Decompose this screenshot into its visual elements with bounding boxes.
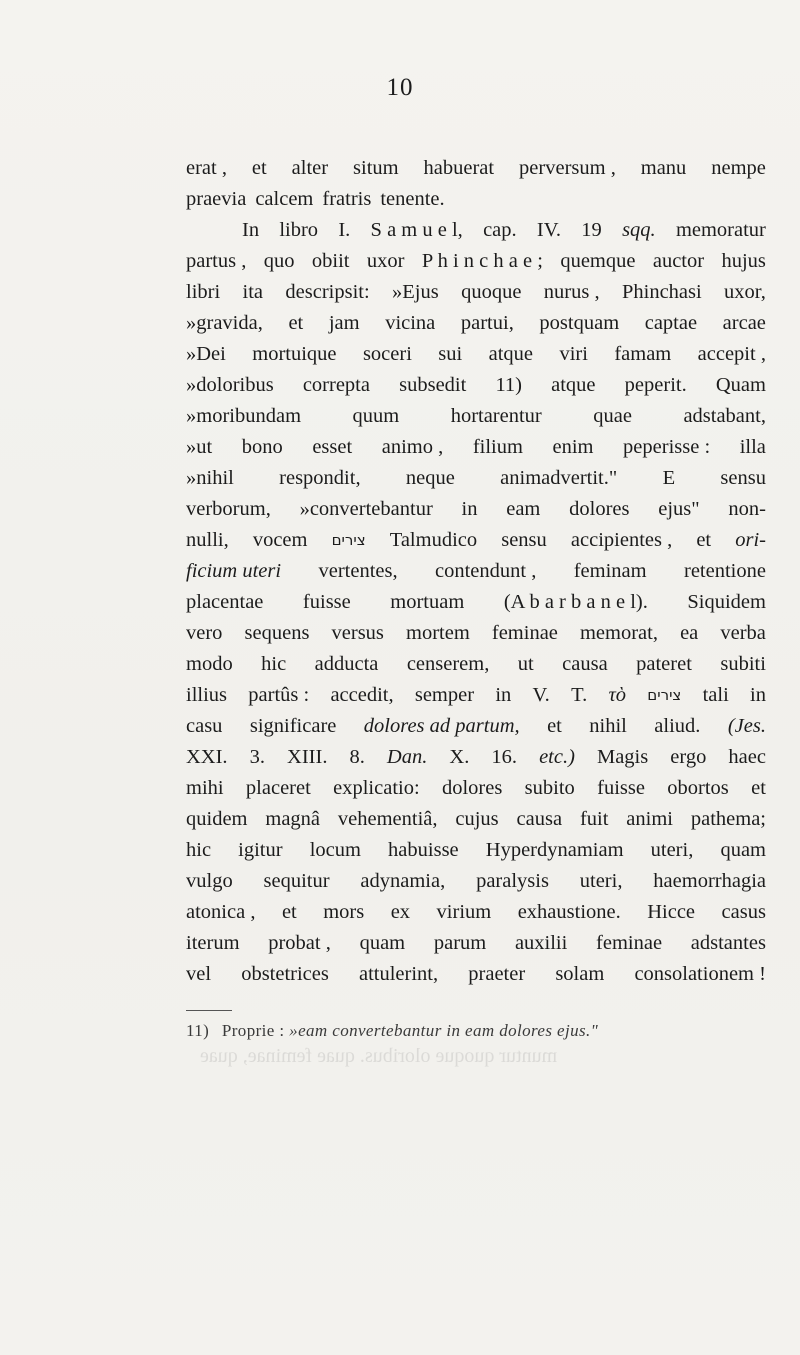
word: sequens bbox=[244, 622, 310, 644]
word: praeter bbox=[468, 963, 526, 985]
word: peperisse : bbox=[623, 436, 711, 458]
word: animi bbox=[626, 808, 673, 830]
word: igitur bbox=[238, 839, 283, 861]
word: obiit bbox=[311, 250, 350, 272]
word: 19 bbox=[581, 219, 602, 241]
word: haemorrhagia bbox=[653, 870, 766, 892]
footnote-lead: Proprie : bbox=[221, 1021, 285, 1040]
word: T. bbox=[571, 684, 588, 706]
word: partûs : bbox=[248, 684, 310, 706]
word: S a m u e l, bbox=[370, 219, 463, 241]
word: habuerat bbox=[423, 157, 495, 179]
word: 8. bbox=[349, 746, 365, 768]
body-text bbox=[186, 153, 766, 990]
text-line bbox=[186, 277, 766, 308]
text-line bbox=[186, 804, 766, 835]
word: XIII. bbox=[287, 746, 328, 768]
page-number: 10 bbox=[386, 74, 414, 101]
word: libro bbox=[279, 219, 319, 241]
word: locum bbox=[309, 839, 361, 861]
word: fratris bbox=[322, 188, 372, 210]
word: 16. bbox=[491, 746, 518, 768]
word: et bbox=[751, 777, 766, 799]
word: atque bbox=[488, 343, 534, 365]
word: I. bbox=[338, 219, 351, 241]
word: et bbox=[696, 529, 712, 551]
word: Talmudico bbox=[389, 529, 478, 551]
word: placentae bbox=[186, 591, 264, 613]
word: tenente. bbox=[380, 188, 445, 210]
word: vero bbox=[186, 622, 223, 644]
word: hic bbox=[261, 653, 287, 675]
word: quum bbox=[352, 405, 400, 427]
word: (Jes. bbox=[727, 715, 766, 737]
word: illa bbox=[739, 436, 766, 458]
word: habuisse bbox=[388, 839, 459, 861]
word: quidem bbox=[186, 808, 248, 830]
word: vertentes, bbox=[318, 560, 398, 582]
word: in bbox=[495, 684, 512, 706]
word: partui, bbox=[460, 312, 514, 334]
word: pathema; bbox=[690, 808, 766, 830]
word: accepit , bbox=[697, 343, 766, 365]
word: subsedit bbox=[399, 374, 467, 396]
word: uteri, bbox=[579, 870, 623, 892]
word: quoque bbox=[461, 281, 522, 303]
word: arcae bbox=[722, 312, 766, 334]
word: postquam bbox=[539, 312, 620, 334]
footnote-rule bbox=[186, 1010, 232, 1011]
word: auxilii bbox=[514, 932, 568, 954]
word: uteri, bbox=[650, 839, 694, 861]
word: in bbox=[461, 498, 478, 520]
word: esset bbox=[312, 436, 353, 458]
word: haec bbox=[728, 746, 766, 768]
word: calcem bbox=[255, 188, 314, 210]
text-line bbox=[186, 153, 766, 184]
word: atonica , bbox=[186, 901, 256, 923]
text-line bbox=[186, 525, 766, 556]
word: nulli, bbox=[186, 529, 229, 551]
word: neque bbox=[405, 467, 455, 489]
word: peperit. bbox=[624, 374, 687, 396]
word: iterum bbox=[186, 932, 240, 954]
word: casus bbox=[721, 901, 766, 923]
text-line bbox=[186, 215, 766, 246]
word: subiti bbox=[720, 653, 766, 675]
word: aliud. bbox=[654, 715, 701, 737]
word: feminam bbox=[573, 560, 647, 582]
word: accipientes , bbox=[570, 529, 673, 551]
show-through-text: muntur quoque oloribus. quae feminae, quae bbox=[200, 1045, 558, 1067]
word: vehementiâ, bbox=[337, 808, 438, 830]
word: adducta bbox=[314, 653, 379, 675]
word: ut bbox=[517, 653, 534, 675]
word: 11) bbox=[495, 374, 523, 396]
word: vocem bbox=[252, 529, 308, 551]
word: Hicce bbox=[647, 901, 696, 923]
word: perversum , bbox=[519, 157, 616, 179]
word: alter bbox=[291, 157, 329, 179]
word: IV. bbox=[536, 219, 562, 241]
word: nurus , bbox=[543, 281, 600, 303]
footnote-quote: »eam convertebantur in eam dolores ejus." bbox=[289, 1021, 599, 1040]
word: V. bbox=[532, 684, 550, 706]
word: sequitur bbox=[263, 870, 330, 892]
word: »convertebantur bbox=[299, 498, 433, 520]
word: uxor bbox=[366, 250, 405, 272]
word: vicina bbox=[385, 312, 436, 334]
word: mortuique bbox=[252, 343, 337, 365]
word: »moribundam bbox=[186, 405, 302, 427]
word: quam bbox=[720, 839, 766, 861]
word: fuisse bbox=[597, 777, 645, 799]
word: famam bbox=[614, 343, 672, 365]
word: situm bbox=[353, 157, 399, 179]
word: 3. bbox=[249, 746, 265, 768]
word: Hyperdynamiam bbox=[485, 839, 624, 861]
word: »Ejus bbox=[392, 281, 439, 303]
text-line bbox=[186, 835, 766, 866]
word: dolores ad partum, bbox=[363, 715, 520, 737]
word: modo bbox=[186, 653, 233, 675]
word: memoratur bbox=[675, 219, 766, 241]
text-line bbox=[186, 959, 766, 990]
word: vulgo bbox=[186, 870, 233, 892]
word: dolores bbox=[441, 777, 503, 799]
text-line bbox=[186, 680, 766, 711]
word: respondit, bbox=[279, 467, 361, 489]
word: nihil bbox=[589, 715, 627, 737]
footnote-number: 11) bbox=[186, 1021, 210, 1040]
text-line bbox=[186, 494, 766, 525]
text-line bbox=[186, 773, 766, 804]
text-line bbox=[186, 370, 766, 401]
text-line bbox=[186, 401, 766, 432]
word: soceri bbox=[362, 343, 412, 365]
word: cap. bbox=[483, 219, 517, 241]
word: hujus bbox=[721, 250, 766, 272]
greek-word: τὸ bbox=[608, 684, 627, 706]
word: praevia bbox=[186, 188, 247, 210]
word: sui bbox=[438, 343, 463, 365]
word: et bbox=[281, 901, 297, 923]
word: animadvertit." bbox=[500, 467, 618, 489]
word: et bbox=[251, 157, 267, 179]
word: sensu bbox=[720, 467, 766, 489]
text-line bbox=[186, 339, 766, 370]
word: fuisse bbox=[302, 591, 351, 613]
word: accedit, bbox=[330, 684, 394, 706]
word: retentione bbox=[684, 560, 766, 582]
word: quae bbox=[593, 405, 632, 427]
word: feminae bbox=[491, 622, 558, 644]
word: hic bbox=[186, 839, 212, 861]
word: adynamia, bbox=[360, 870, 446, 892]
word: et bbox=[547, 715, 562, 737]
word: ex bbox=[390, 901, 411, 923]
word: enim bbox=[552, 436, 594, 458]
word: bono bbox=[241, 436, 283, 458]
word: descripsit: bbox=[285, 281, 370, 303]
word: semper bbox=[414, 684, 475, 706]
word: causa bbox=[516, 808, 563, 830]
text-line bbox=[186, 711, 766, 742]
word: adstantes bbox=[690, 932, 766, 954]
word: quo bbox=[263, 250, 295, 272]
text-line bbox=[186, 649, 766, 680]
word: E bbox=[662, 467, 676, 489]
word: verborum, bbox=[186, 498, 271, 520]
hebrew-word: צירים bbox=[331, 531, 366, 549]
word: causa bbox=[562, 653, 608, 675]
word: quemque bbox=[560, 250, 636, 272]
word: mortem bbox=[406, 622, 470, 644]
word: correpta bbox=[302, 374, 370, 396]
word: XXI. bbox=[186, 746, 228, 768]
word: tali bbox=[702, 684, 729, 706]
word: quam bbox=[359, 932, 406, 954]
word: ejus" bbox=[658, 498, 700, 520]
word: solam bbox=[555, 963, 605, 985]
text-line bbox=[186, 742, 766, 773]
word: consolationem ! bbox=[634, 963, 766, 985]
word: Dan. bbox=[386, 746, 428, 768]
word: erat , bbox=[186, 157, 227, 179]
word: obstetrices bbox=[241, 963, 329, 985]
word: ori- bbox=[735, 529, 766, 551]
word: placeret bbox=[245, 777, 311, 799]
word: P h i n c h a e ; bbox=[421, 250, 543, 272]
word: adstabant, bbox=[683, 405, 766, 427]
word: contendunt , bbox=[435, 560, 537, 582]
text-line bbox=[186, 866, 766, 897]
word: illius bbox=[186, 684, 228, 706]
word: censerem, bbox=[406, 653, 490, 675]
word: libri bbox=[186, 281, 221, 303]
word: et bbox=[288, 312, 304, 334]
word: atque bbox=[551, 374, 596, 396]
word: exhaustione. bbox=[517, 901, 621, 923]
word: (A b a r b a n e l). bbox=[503, 591, 648, 613]
text-line bbox=[186, 897, 766, 928]
word: dolores bbox=[569, 498, 630, 520]
word: filium bbox=[472, 436, 523, 458]
word: hortarentur bbox=[450, 405, 542, 427]
text-line bbox=[186, 246, 766, 277]
word: viri bbox=[559, 343, 588, 365]
word: feminae bbox=[596, 932, 663, 954]
word: Magis bbox=[596, 746, 649, 768]
text-line bbox=[186, 463, 766, 494]
footnote bbox=[186, 1019, 766, 1043]
word: ita bbox=[242, 281, 264, 303]
word: Phinchasi bbox=[621, 281, 702, 303]
word: Siquidem bbox=[687, 591, 766, 613]
word: »gravida, bbox=[186, 312, 263, 334]
word: paralysis bbox=[476, 870, 549, 892]
word: ficium uteri bbox=[186, 560, 282, 582]
word: significare bbox=[249, 715, 337, 737]
word: »ut bbox=[186, 436, 213, 458]
word: casu bbox=[186, 715, 223, 737]
word: X. bbox=[449, 746, 470, 768]
word: Quam bbox=[715, 374, 766, 396]
word: mihi bbox=[186, 777, 224, 799]
text-line bbox=[186, 587, 766, 618]
word: captae bbox=[644, 312, 698, 334]
word: In bbox=[242, 219, 260, 241]
word: mors bbox=[323, 901, 365, 923]
text-line bbox=[186, 308, 766, 339]
word: fuit bbox=[579, 808, 609, 830]
word: auctor bbox=[652, 250, 705, 272]
word: mortuam bbox=[390, 591, 465, 613]
word: sensu bbox=[501, 529, 547, 551]
word: vel bbox=[186, 963, 212, 985]
text-line bbox=[186, 618, 766, 649]
word: in bbox=[750, 684, 766, 706]
word: sqq. bbox=[622, 219, 656, 241]
word: non- bbox=[728, 498, 766, 520]
word: explicatio: bbox=[333, 777, 420, 799]
word: »doloribus bbox=[186, 374, 274, 396]
word: ergo bbox=[670, 746, 707, 768]
word: »nihil bbox=[186, 467, 234, 489]
text-line bbox=[186, 184, 766, 215]
word: pateret bbox=[636, 653, 692, 675]
word: probat , bbox=[268, 932, 331, 954]
word: jam bbox=[328, 312, 360, 334]
word: eam bbox=[506, 498, 541, 520]
word: uxor, bbox=[724, 281, 766, 303]
word: manu bbox=[640, 157, 687, 179]
text-line bbox=[186, 432, 766, 463]
word: ea bbox=[680, 622, 699, 644]
word: partus , bbox=[186, 250, 247, 272]
word: cujus bbox=[455, 808, 499, 830]
text-line bbox=[186, 928, 766, 959]
word: subito bbox=[524, 777, 575, 799]
hebrew-word: צירים bbox=[647, 686, 682, 704]
word: obortos bbox=[667, 777, 729, 799]
word: memorat, bbox=[579, 622, 658, 644]
word: nempe bbox=[711, 157, 766, 179]
word: attulerint, bbox=[359, 963, 439, 985]
word: virium bbox=[436, 901, 492, 923]
word: animo , bbox=[381, 436, 444, 458]
word: etc.) bbox=[539, 746, 575, 768]
word: parum bbox=[433, 932, 487, 954]
word: verba bbox=[720, 622, 766, 644]
word: versus bbox=[331, 622, 384, 644]
text-line bbox=[186, 556, 766, 587]
word: »Dei bbox=[186, 343, 226, 365]
word: magnâ bbox=[265, 808, 321, 830]
